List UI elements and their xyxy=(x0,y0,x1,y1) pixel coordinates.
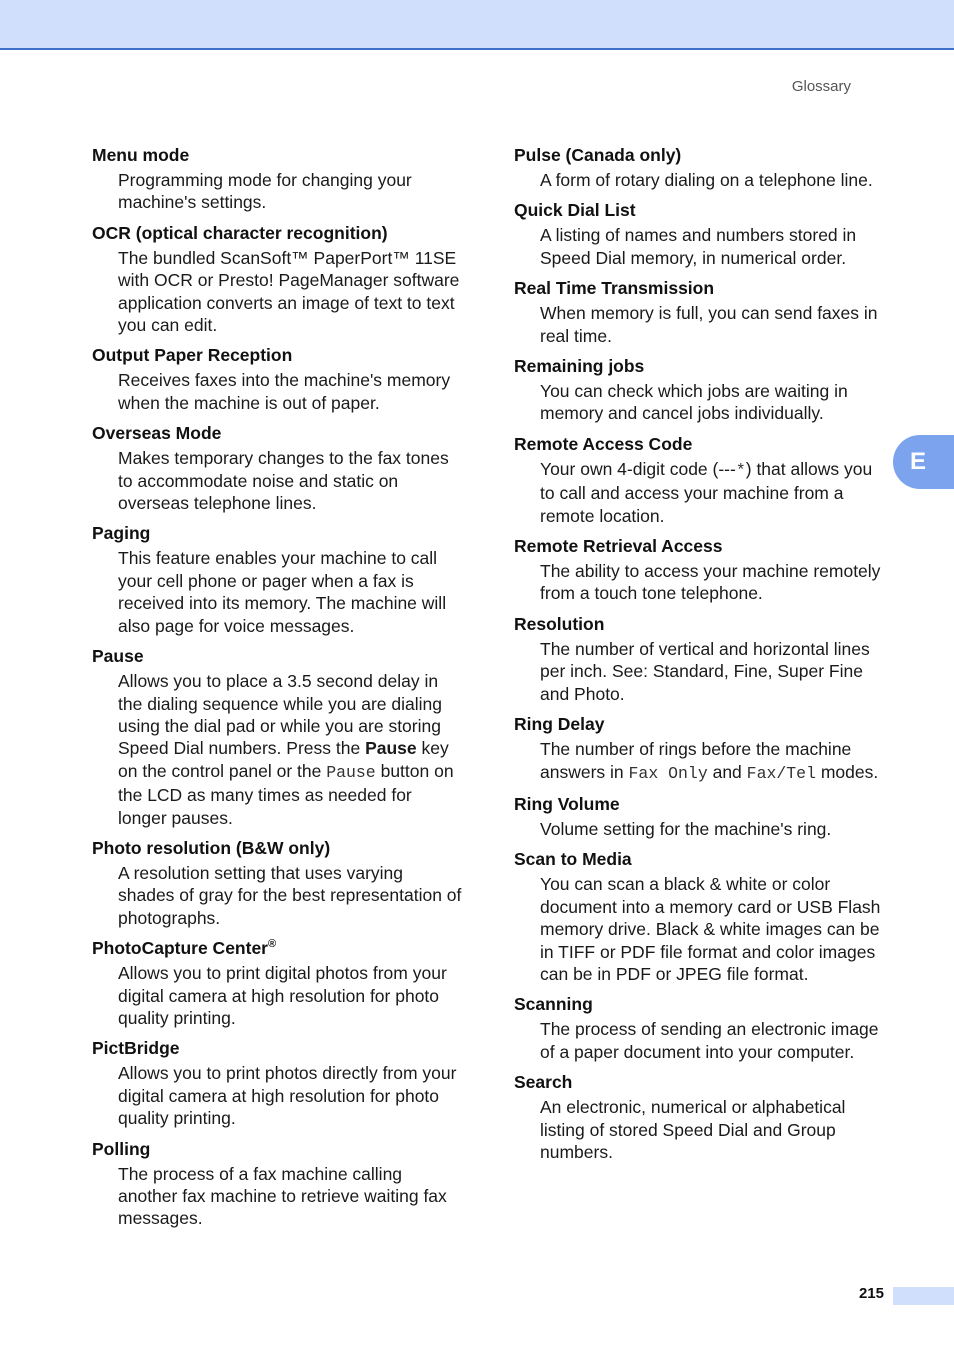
glossary-term: Quick Dial List xyxy=(514,200,636,221)
glossary-entry xyxy=(92,144,464,214)
glossary-term: Scanning xyxy=(514,994,593,1015)
pause-lcd-button-name: Pause xyxy=(326,762,376,782)
glossary-term: Output Paper Reception xyxy=(92,345,293,366)
glossary-entry xyxy=(92,422,464,514)
glossary-definition: Makes temporary changes to the fax tones to accommodate noise and static on overseas telephone lines. xyxy=(118,448,449,514)
glossary-definition: When memory is full, you can send faxes in real time. xyxy=(540,303,878,346)
footer-tab xyxy=(893,1287,954,1305)
glossary-term: Overseas Mode xyxy=(92,423,222,444)
glossary-entry xyxy=(514,355,886,425)
glossary-definition: The number of vertical and horizontal lines per inch. See: Standard, Fine, Super Fine and Photo. xyxy=(540,638,870,704)
glossary-term: Polling xyxy=(92,1138,151,1159)
glossary-entry xyxy=(92,344,464,414)
glossary-entry xyxy=(92,837,464,929)
glossary-entry xyxy=(92,937,464,1029)
glossary-entry xyxy=(514,713,886,785)
definition-text: key on the control panel or the xyxy=(118,738,449,781)
glossary-entry xyxy=(514,613,886,705)
glossary-term: Remote Retrieval Access xyxy=(514,536,723,557)
glossary-term: Remote Access Code xyxy=(514,433,693,454)
glossary-definition: A form of rotary dialing on a telephone line. xyxy=(540,170,873,190)
definition-text: The number of rings before the machine answers in xyxy=(540,739,852,782)
definition-text: ) that allows you to call and access your machine from a remote location. xyxy=(540,458,873,526)
glossary-definition: The bundled ScanSoft™ PaperPort™ 11SE with OCR or Presto! PageManager software application converts an image of text to text you can edit. xyxy=(118,247,460,336)
glossary-term: Menu mode xyxy=(92,145,190,165)
glossary-entry xyxy=(514,144,886,191)
glossary-term: Ring Volume xyxy=(514,793,620,814)
glossary-term: OCR (optical character recognition) xyxy=(92,222,388,243)
glossary-definition xyxy=(540,738,886,785)
glossary-definition xyxy=(118,670,464,829)
glossary-entry xyxy=(92,522,464,637)
glossary-entry xyxy=(92,1037,464,1129)
glossary-entry xyxy=(514,433,886,527)
glossary-entry xyxy=(92,222,464,337)
glossary-term: Resolution xyxy=(514,613,605,634)
glossary-term xyxy=(92,937,464,959)
definition-text: modes. xyxy=(815,761,879,782)
fax-only-mode-name: Fax Only xyxy=(628,763,708,783)
chapter-tab xyxy=(893,435,954,489)
glossary-term: Pulse (Canada only) xyxy=(514,145,682,165)
glossary-column-right xyxy=(514,144,886,1171)
running-title: Glossary xyxy=(791,78,851,95)
glossary-definition: An electronic, numerical or alphabetical listing of stored Speed Dial and Group numbers. xyxy=(540,1097,846,1162)
page-number: 215 xyxy=(858,1285,884,1302)
glossary-definition: A resolution setting that uses varying shades of gray for the best representation of photographs. xyxy=(118,862,462,928)
glossary-term: Remaining jobs xyxy=(514,356,645,377)
glossary-term: Photo resolution (B&W only) xyxy=(92,837,331,858)
definition-text: Your own 4-digit code (--- xyxy=(540,458,736,479)
glossary-entry xyxy=(514,199,886,269)
glossary-definition: Volume setting for the machine's ring. xyxy=(540,818,832,839)
glossary-term: Search xyxy=(514,1072,573,1093)
definition-text: Allows you to place a 3.5 second delay in the dialing sequence while you are dialing using the dial pad or while you are storing Speed Dial numbers. Press the xyxy=(118,671,442,759)
glossary-definition: You can scan a black & white or color document into a memory card or USB Flash memory drive. Black & white images can be in TIFF or PDF file format and color images can be in PDF or JPEG file format. xyxy=(540,874,881,984)
glossary-definition: Receives faxes into the machine's memory when the machine is out of paper. xyxy=(118,370,451,413)
glossary-definition: Programming mode for changing your machine's settings. xyxy=(118,170,412,213)
term-text: PhotoCapture Center xyxy=(92,938,268,959)
glossary-term: Ring Delay xyxy=(514,714,605,735)
glossary-term: PictBridge xyxy=(92,1038,180,1059)
glossary-entry xyxy=(514,848,886,985)
glossary-term: Paging xyxy=(92,523,151,544)
star-key-symbol: * xyxy=(735,460,746,480)
glossary-entry xyxy=(514,993,886,1063)
glossary-definition: Allows you to print photos directly from your digital camera at high resolution for photo quality printing. xyxy=(118,1063,457,1129)
definition-text: button on the LCD as many times as needed for longer pauses. xyxy=(118,760,454,828)
glossary-definition: The ability to access your machine remotely from a touch tone telephone. xyxy=(540,561,881,604)
fax-tel-mode-name: Fax/Tel xyxy=(746,763,816,783)
glossary-entry xyxy=(514,535,886,605)
header-band xyxy=(0,0,954,50)
glossary-entry xyxy=(92,645,464,829)
glossary-column-left xyxy=(92,144,464,1238)
glossary-term: Pause xyxy=(92,646,144,667)
glossary-definition: A listing of names and numbers stored in Speed Dial memory, in numerical order. xyxy=(540,225,857,268)
definition-text: and xyxy=(707,761,747,782)
glossary-term: Scan to Media xyxy=(514,849,632,870)
glossary-definition xyxy=(540,458,886,527)
glossary-definition: You can check which jobs are waiting in memory and cancel jobs individually. xyxy=(540,381,848,424)
glossary-entry xyxy=(92,1138,464,1230)
glossary-entry xyxy=(514,277,886,347)
glossary-entry xyxy=(514,1071,886,1163)
glossary-definition: The process of a fax machine calling another fax machine to retrieve waiting fax messages. xyxy=(118,1163,447,1229)
glossary-definition: Allows you to print digital photos from your digital camera at high resolution for photo quality printing. xyxy=(118,963,447,1028)
glossary-entry xyxy=(514,793,886,840)
chapter-tab-letter: E xyxy=(910,448,927,475)
glossary-term: Real Time Transmission xyxy=(514,278,715,299)
registered-mark: ® xyxy=(267,938,277,951)
glossary-definition: This feature enables your machine to call your cell phone or pager when a fax is received into its memory. The machine will also page for voice messages. xyxy=(118,548,447,636)
pause-key-name: Pause xyxy=(365,738,417,759)
glossary-definition: The process of sending an electronic image of a paper document into your computer. xyxy=(540,1019,879,1062)
